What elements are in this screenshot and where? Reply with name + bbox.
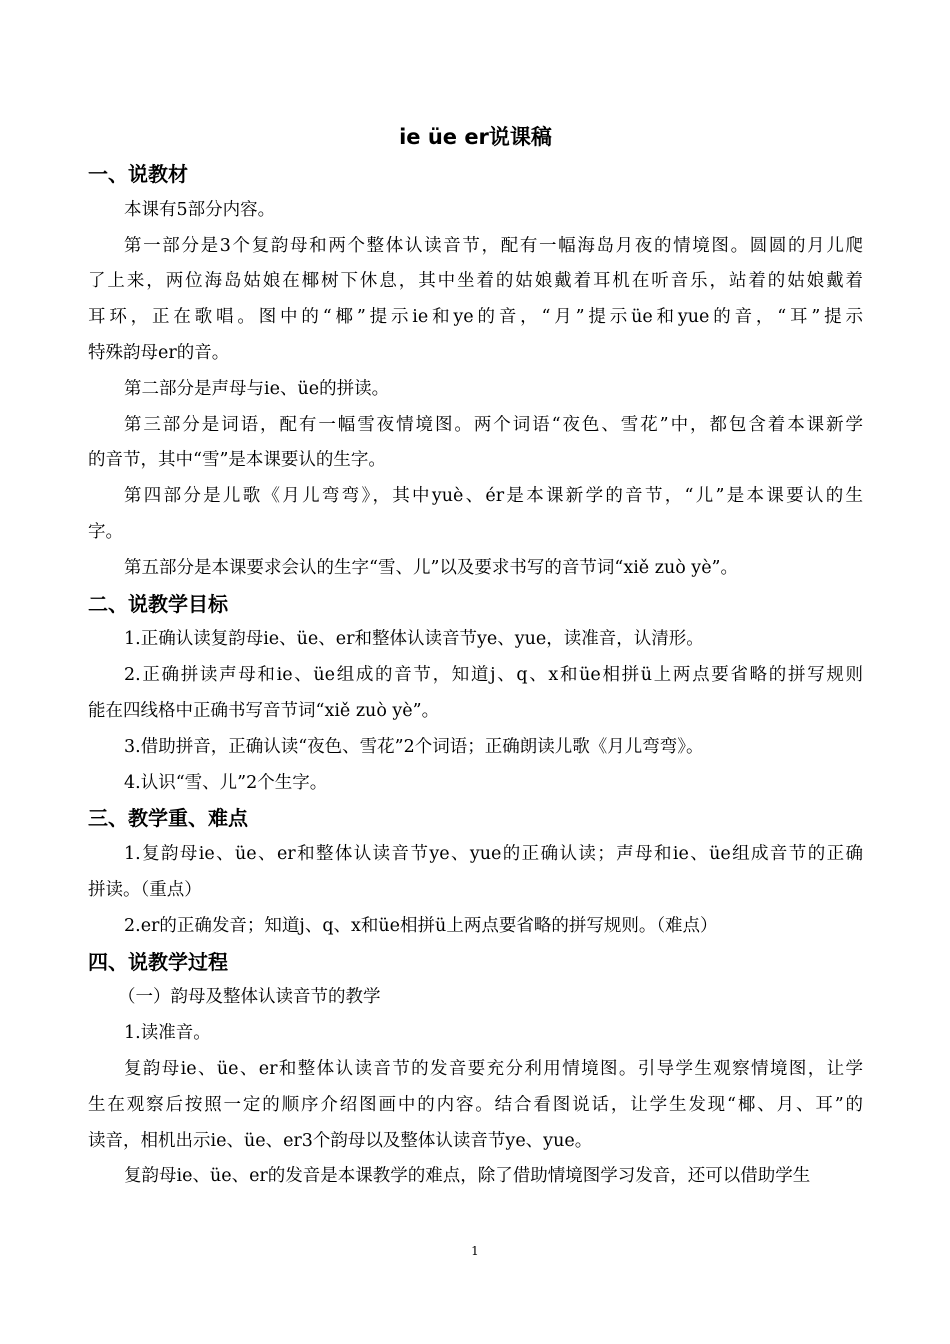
paragraph-line: 3.借助拼音，正确认读“夜色、雪花”2个词语；正确朗读儿歌《月儿弯弯》。 (124, 736, 704, 757)
subheading-line: （一）韵母及整体认读音节的教学 (118, 987, 381, 1008)
paragraph-line: 第一部分是3个复韵母和两个整体认读音节，配有一幅海岛月夜的情境图。圆圆的月儿爬 (124, 235, 863, 256)
paragraph-line: 复韵母ie、üe、er和整体认读音节的发音要充分利用情境图。引导学生观察情境图，让学 (124, 1058, 863, 1079)
paragraph-line: 2.正确拼读声母和ie、üe组成的音节，知道j、q、x和üe相拼ü上两点要省略的拼写规则 (124, 665, 863, 686)
paragraph-line: 复韵母ie、üe、er的发音是本课教学的难点，除了借助情境图学习发音，还可以借助学生 (124, 1166, 811, 1187)
paragraph-line: 1.正确认读复韵母ie、üe、er和整体认读音节ye、yue，读准音，认清形。 (124, 629, 704, 650)
section-heading: 二、说教学目标 (88, 591, 228, 616)
paragraph-line: 1.读准音。 (124, 1023, 211, 1044)
paragraph-line: 耳环，正在歌唱。图中的“椰”提示ie和ye的音，“月”提示üe和yue的音，“耳”提示 (88, 307, 863, 328)
paragraph-line: 本课有5部分内容。 (124, 199, 276, 220)
paragraph-line: 读音，相机出示ie、üe、er3个韵母以及整体认读音节ye、yue。 (88, 1130, 593, 1151)
paragraph-line: 的音节，其中“雪”是本课要认的生字。 (88, 450, 386, 471)
document-title: ie üe er说课稿 (399, 125, 552, 149)
paragraph-line: 能在四线格中正确书写音节词“xiě zuò yè”。 (88, 700, 440, 721)
paragraph-line: 了上来，两位海岛姑娘在椰树下休息，其中坐着的姑娘戴着耳机在听音乐，站着的姑娘戴着 (88, 271, 863, 292)
section-heading: 四、说教学过程 (88, 949, 228, 974)
paragraph-line: 字。 (88, 521, 123, 542)
paragraph-line: 第二部分是声母与ie、üe的拼读。 (124, 378, 390, 399)
paragraph-line: 1.复韵母ie、üe、er和整体认读音节ye、yue的正确认读；声母和ie、üe组成音节的正确 (124, 844, 863, 865)
paragraph-line: 生在观察后按照一定的顺序介绍图画中的内容。结合看图说话，让学生发现“椰、月、耳”的 (88, 1094, 863, 1115)
paragraph-line: 拼读。（重点） (88, 879, 202, 900)
document-body (88, 119, 863, 1195)
paragraph-line: 第五部分是本课要求会认的生字“雪、儿”以及要求书写的音节词“xiě zuò yè”。 (124, 557, 739, 578)
paragraph-line: 第四部分是儿歌《月儿弯弯》，其中yuè、ér是本课新学的音节，“儿”是本课要认的生 (124, 486, 863, 507)
page-number: 1 (471, 1244, 479, 1258)
section-heading: 一、说教材 (88, 162, 188, 186)
paragraph-line: 2.er的正确发音；知道j、q、x和üe相拼ü上两点要省略的拼写规则。（难点） (124, 915, 718, 936)
paragraph-line: 第三部分是词语，配有一幅雪夜情境图。两个词语“夜色、雪花”中，都包含着本课新学 (124, 414, 863, 435)
paragraph-line: 特殊韵母er的音。 (88, 342, 230, 363)
paragraph-line: 4.认识“雪、儿”2个生字。 (124, 772, 328, 793)
section-heading: 三、教学重、难点 (88, 806, 248, 831)
